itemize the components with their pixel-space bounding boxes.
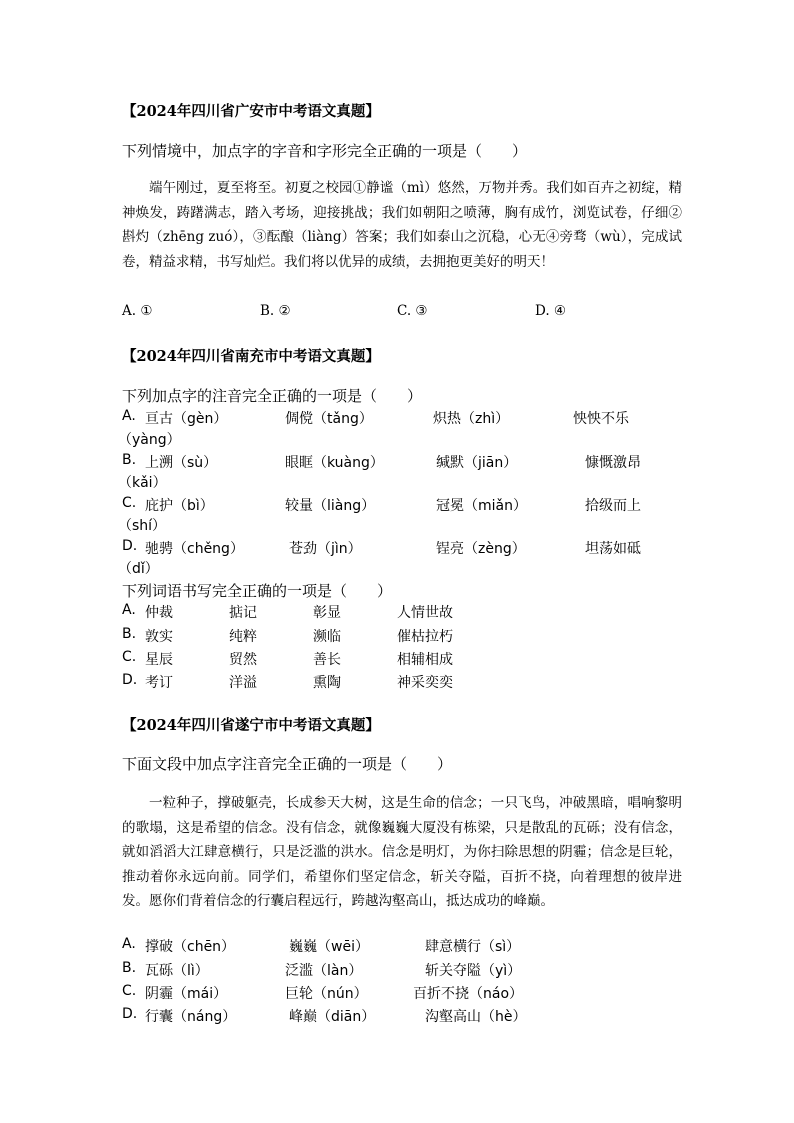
option-item-wrap: （kǎi） (118, 475, 167, 491)
section1-passage: 端午刚过，夏至将至。初夏之校园①静谧（mì）悠然，万物并秀。我们如百卉之初绽，精神焕发，踌躇满志，踏入考场，迎接挑战；我们如朝阳之喷薄，胸有成竹，浏览试卷，仔细②斟灼（zhēng zuó），③酝酿（liàng）答案；我们如泰山之沉稳，心无④旁骛（wù），完成试卷，精益求精，书写灿烂。我们将以优异的成绩，去拥抱更美好的明天！ (122, 180, 682, 270)
option-label: B. (122, 626, 137, 642)
option-item: 洋溢 (229, 675, 257, 691)
option-item: 怏怏不乐 (573, 411, 629, 427)
option-b: B. ② (260, 303, 291, 319)
option-item: 拾级而上 (585, 498, 641, 514)
option-item: 行囊（náng） (145, 1009, 237, 1025)
option-label: D. (122, 672, 138, 688)
option-item: 撑破（chēn） (145, 939, 236, 955)
option-label: A. (122, 936, 136, 952)
section3-question: 下面文段中加点字注音完全正确的一项是（ ） (122, 755, 453, 773)
option-item: 纯粹 (229, 629, 257, 645)
option-item: 肆意横行（sì） (425, 939, 521, 955)
option-item: 濒临 (313, 629, 341, 645)
option-item: 上溯（sù） (145, 455, 218, 471)
section1-heading: 【2024年四川省广安市中考语文真题】 (122, 103, 380, 120)
option-label: D. (122, 538, 138, 554)
option-item: 熏陶 (313, 675, 341, 691)
option-item: 亘古（gèn） (145, 411, 228, 427)
option-item: 百折不挠（náo） (413, 986, 524, 1002)
option-item: 考订 (145, 675, 173, 691)
option-d: D. ④ (535, 303, 567, 319)
option-item: 苍劲（jìn） (289, 541, 362, 557)
option-label: B. (122, 960, 137, 976)
option-item: 冠冕（miǎn） (436, 498, 527, 514)
option-item: 斩关夺隘（yì） (425, 963, 522, 979)
option-item: 坦荡如砥 (585, 541, 641, 557)
option-item-wrap: （yàng） (118, 432, 181, 448)
option-item: 掂记 (229, 605, 257, 621)
option-item: 瓦砾（lì） (145, 963, 209, 979)
option-item: 善长 (313, 652, 341, 668)
option-c: C. ③ (397, 303, 428, 319)
option-item-wrap: （dǐ） (118, 561, 159, 577)
option-item: 相辅相成 (397, 652, 453, 668)
option-label: A. (122, 408, 136, 424)
option-item: 泛滥（làn） (285, 963, 363, 979)
option-item: 阴霾（mái） (145, 986, 228, 1002)
section1-question: 下列情境中，加点字的字音和字形完全正确的一项是（ ） (122, 142, 528, 160)
section3-heading: 【2024年四川省遂宁市中考语文真题】 (122, 717, 380, 734)
section2-question1: 下列加点字的注音完全正确的一项是（ ） (122, 387, 423, 405)
option-item: 人情世故 (397, 605, 453, 621)
option-item-wrap: （shí） (118, 518, 167, 534)
option-label: C. (122, 983, 137, 999)
option-item: 贸然 (229, 652, 257, 668)
option-label: D. (122, 1006, 138, 1022)
option-item: 驰骋（chěng） (145, 541, 244, 557)
option-item: 神采奕奕 (397, 675, 453, 691)
option-item: 锃亮（zèng） (436, 541, 526, 557)
option-item: 慷慨激昂 (585, 455, 641, 471)
option-item: 缄默（jiān） (436, 455, 518, 471)
section2-question2: 下列词语书写完全正确的一项是（ ） (122, 582, 393, 600)
option-item: 巨轮（nún） (285, 986, 368, 1002)
option-item: 仲裁 (145, 605, 173, 621)
option-item: 催枯拉朽 (397, 629, 453, 645)
option-item: 炽热（zhì） (433, 411, 510, 427)
option-label: A. (122, 602, 136, 618)
option-item: 巍巍（wēi） (289, 939, 369, 955)
option-item: 沟壑高山（hè） (425, 1009, 527, 1025)
option-item: 彰显 (313, 605, 341, 621)
section2-heading: 【2024年四川省南充市中考语文真题】 (122, 348, 380, 365)
option-item: 庇护（bì） (145, 498, 214, 514)
option-item: 星辰 (145, 652, 173, 668)
option-label: C. (122, 495, 137, 511)
option-item: 峰巅（diān） (289, 1009, 376, 1025)
option-item: 倜傥（tǎng） (285, 411, 373, 427)
option-item: 眼眶（kuàng） (285, 455, 384, 471)
option-item: 较量（liàng） (285, 498, 376, 514)
option-label: C. (122, 649, 137, 665)
section3-passage: 一粒种子，撑破躯壳，长成参天大树，这是生命的信念；一只飞鸟，冲破黑暗，唱响黎明的歌塌，这是希望的信念。没有信念，就像巍巍大厦没有栋梁，只是散乱的瓦砾；没有信念，就如滔滔大江肆意横行，只是泛滥的洪水。信念是明灯，为你扫除思想的阴霾；信念是巨轮，推动着你永远向前。同学们，希望你们坚定信念，斩关夺隘，百折不挠，向着理想的彼岸进发。愿你们背着信念的行囊启程远行，跨越沟壑高山，抵达成功的峰巅。 (122, 795, 682, 909)
option-item: 敦实 (145, 629, 173, 645)
option-label: B. (122, 452, 137, 468)
option-a: A. ① (122, 303, 153, 319)
